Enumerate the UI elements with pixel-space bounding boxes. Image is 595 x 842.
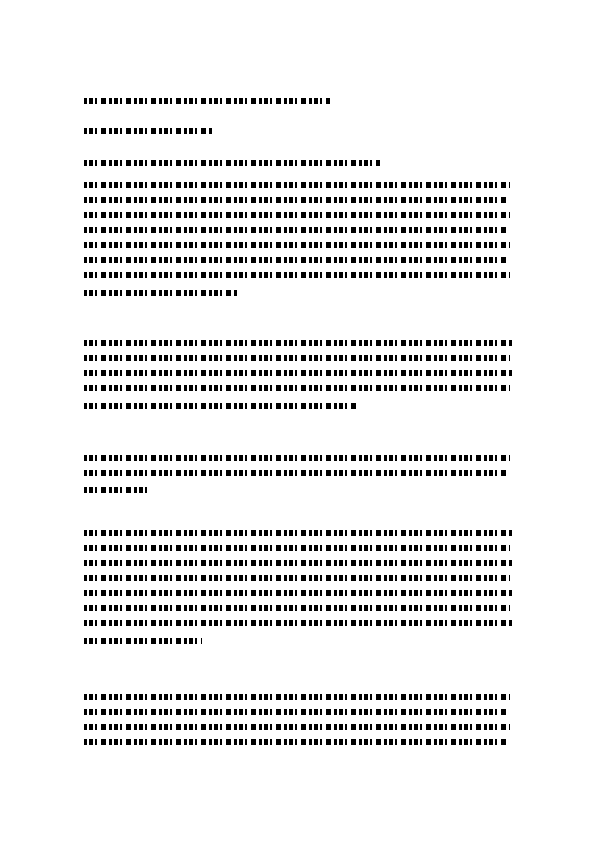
paragraph-line [84,370,512,376]
paragraph-line [84,355,510,361]
subheading-line [84,128,214,134]
paragraph-line [84,575,510,581]
paragraph-line [84,340,512,346]
paragraph-line [84,709,508,715]
paragraph-line [84,487,148,493]
paragraph-line [84,290,238,296]
paragraph-line [84,197,508,203]
paragraph-line [84,530,512,536]
paragraph-line [84,545,510,551]
paragraph-line [84,470,508,476]
paragraph-line [84,638,202,644]
paragraph-line [84,272,510,278]
paragraph-line [84,694,510,700]
paragraph-line [84,212,510,218]
paragraph-line [84,385,510,391]
section-title-line [84,160,380,166]
paragraph-line [84,403,356,409]
paragraph-line [84,590,512,596]
paragraph-line [84,257,506,263]
paragraph-line [84,605,510,611]
paragraph-line [84,182,510,188]
paragraph-line [84,739,508,745]
paragraph-line [84,620,512,626]
paragraph-line [84,242,510,248]
heading-line [84,98,330,104]
paragraph-line [84,560,512,566]
paragraph-line [84,455,510,461]
paragraph-line [84,227,508,233]
paragraph-line [84,724,510,730]
